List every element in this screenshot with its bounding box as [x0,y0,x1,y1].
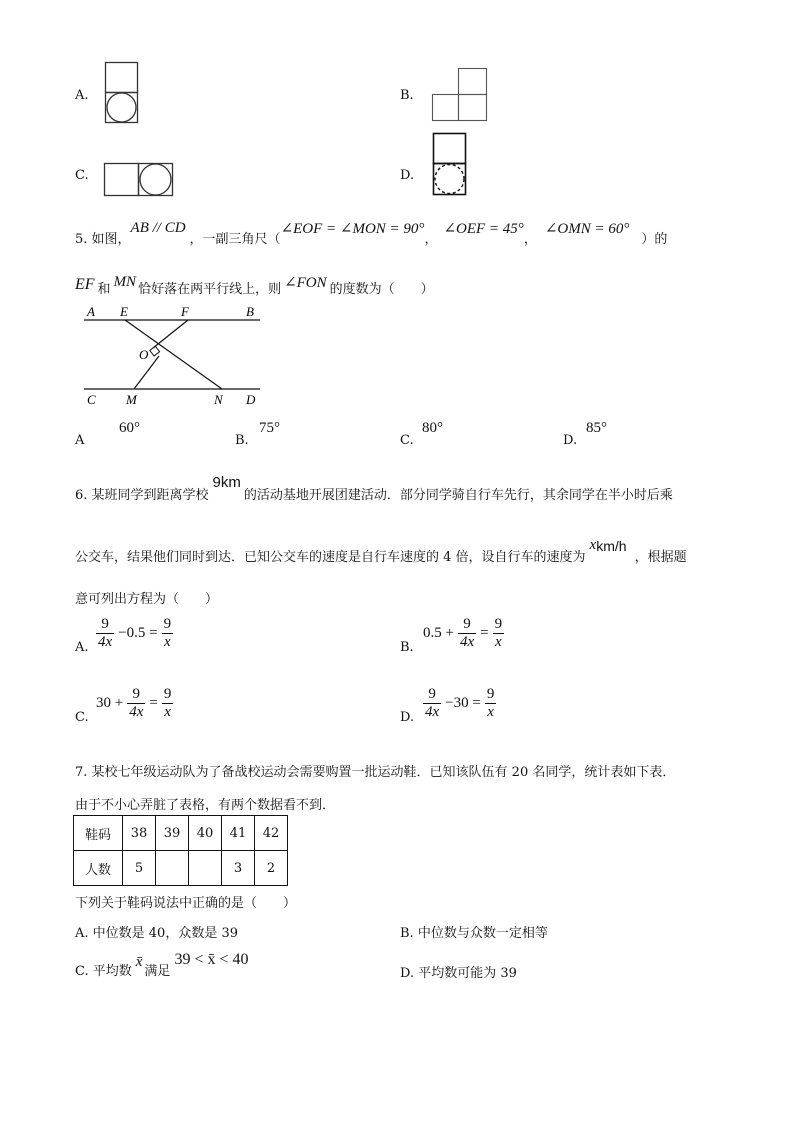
q7-option-c-var: x̄ [135,954,143,970]
q5-mid: ，一副三角尺（ [189,232,281,247]
q5-line2 [75,274,434,297]
q7-option-c [75,950,249,979]
q6-option-a-label: A. [75,640,89,655]
q5-cond3: ∠OMN = 60° [544,221,630,237]
q5-end: ）的 [641,232,668,247]
q5-parallel: AB // CD [130,220,186,236]
q6-line2 [75,537,687,565]
q4-option-d-figure [430,131,470,199]
q6-d-f2-den: x [487,704,494,720]
q5-line1 [75,220,668,247]
segment-fo [153,320,188,348]
q4-option-c-figure [102,160,176,200]
q6-line1-end: 的活动基地开展团建活动．部分同学骑自行车先行，其余同学在半小时后乘 [243,488,673,503]
label-n: N [214,392,223,407]
right-angle-mark [150,346,160,356]
q6-speed-var: x [589,537,597,553]
q6-b-op: = [480,625,489,641]
q5-cond1: ∠EOF = ∠MON = 90° [280,221,425,237]
q5-mid2: 恰好落在两平行线上，则 [138,282,282,297]
q6-option-d-equation [421,686,498,721]
q7-option-c-mid: 满足 [144,964,171,979]
q6-a-f1-den: 4x [98,634,113,650]
q5-end2: 的度数为（ ） [329,282,434,297]
q6-c-f1-den: 4x [129,704,144,720]
q6-option-b-label: B. [400,640,414,655]
q6-prefix: 6. 某班同学到距离学校 [75,488,209,503]
q5-and: 和 [97,282,111,297]
q5-sep2: ， [523,232,537,247]
table-cell: 40 [189,816,222,851]
q5-cond2: ∠OEF = 45° [443,221,524,237]
q7-option-a: A. 中位数是 40，众数是 39 [75,926,239,941]
q6-d-f2-num: 9 [486,686,495,702]
table-cell: 41 [222,816,255,851]
shoe-size-table [73,815,288,886]
q6-a-op: −0.5 = [118,625,158,641]
q6-option-c-label: C. [75,710,89,725]
q6-option-c-equation [94,686,175,721]
q6-line1 [75,474,673,503]
label-o: O [139,347,149,362]
q6-a-f1-num: 9 [101,616,109,632]
q6-c-f2-num: 9 [163,686,172,702]
q4-option-a-label: A. [75,88,89,103]
label-m: M [126,392,137,407]
q5-option-d-label: D. [563,433,578,448]
label-c: C [87,392,96,407]
label-b: B [246,304,254,319]
table-cell: 42 [255,816,288,851]
table-cell [189,851,222,886]
q7-option-c-prefix: C. 平均数 [75,964,132,979]
q4-option-c-label: C. [75,168,89,183]
q5-option-a-label: A [75,433,85,448]
q4-option-d-label: D. [400,168,415,183]
label-f: F [181,304,189,319]
q6-b-f1-num: 9 [463,616,471,632]
q5-option-d-value: 85° [586,420,607,436]
q6-option-d-label: D. [400,710,415,725]
table-row [74,851,288,886]
q6-c-f1-num: 9 [132,686,141,702]
q6-a-f2-num: 9 [163,616,172,632]
table-cell: 2 [255,851,288,886]
q5-option-b-value: 75° [259,420,280,436]
table-cell: 39 [156,816,189,851]
table-cell: 人数 [74,851,123,886]
q6-line3: 意可列出方程为（ ） [75,592,219,607]
q6-d-op: −30 = [445,695,481,711]
q4-option-a-figure [102,60,142,124]
q5-option-a-value: 60° [119,420,140,436]
q6-speed-unit: km/h [596,537,627,554]
q5-prefix: 5. 如图， [75,232,131,247]
label-a: A [87,304,95,319]
table-cell: 3 [222,851,255,886]
q7-option-c-inequality: 39 < x̄ < 40 [174,950,249,968]
q5-sep1: ， [424,232,438,247]
q7-line1: 7. 某校七年级运动队为了备战校运动会需要购置一批运动鞋．已知该队伍有 20 名同学，统计表如下表． [75,765,676,780]
q6-b-f2-num: 9 [494,616,503,632]
q6-c-op: = [149,695,158,711]
q6-c-f2-den: x [164,704,171,720]
table-row [74,816,288,851]
q7-option-d: D. 平均数可能为 39 [400,966,517,981]
q6-line2-start: 公交车，结果他们同时到达．已知公交车的速度是自行车速度的 4 倍，设自行车的速度为 [75,550,586,565]
label-d: D [246,392,256,407]
q7-line2: 由于不小心弄脏了表格，有两个数据看不到． [75,798,336,813]
q6-line2-end: ，根据题 [634,550,687,565]
q6-b-f2-den: x [495,634,502,650]
table-cell: 5 [123,851,156,886]
q4-option-b-label: B. [400,88,414,103]
q5-option-c-label: C. [400,433,414,448]
q6-c-left: 30 + [96,695,124,711]
q5-option-b-label: B. [235,433,249,448]
q5-angle: ∠FON [284,275,327,291]
q5-figure [80,300,270,410]
q6-option-b-equation [421,616,506,651]
q7-option-b: B. 中位数与众数一定相等 [400,926,548,941]
q6-b-left: 0.5 + [423,625,454,641]
q5-mn: MN [113,274,137,290]
q4-option-b-figure [428,64,492,122]
table-cell: 鞋码 [74,816,123,851]
q5-option-c-value: 80° [422,420,443,436]
table-cell: 38 [123,816,156,851]
q6-d-f1-den: 4x [425,704,440,720]
q7-question: 下列关于鞋码说法中正确的是（ ） [75,896,297,911]
table-cell [156,851,189,886]
q6-distance: 9km [212,474,241,491]
q6-a-f2-den: x [164,634,171,650]
q5-ef: EF [75,275,95,293]
q6-d-f1-num: 9 [428,686,436,702]
label-e: E [120,304,128,319]
q6-option-a-equation [94,616,175,651]
q6-b-f1-den: 4x [459,634,475,650]
